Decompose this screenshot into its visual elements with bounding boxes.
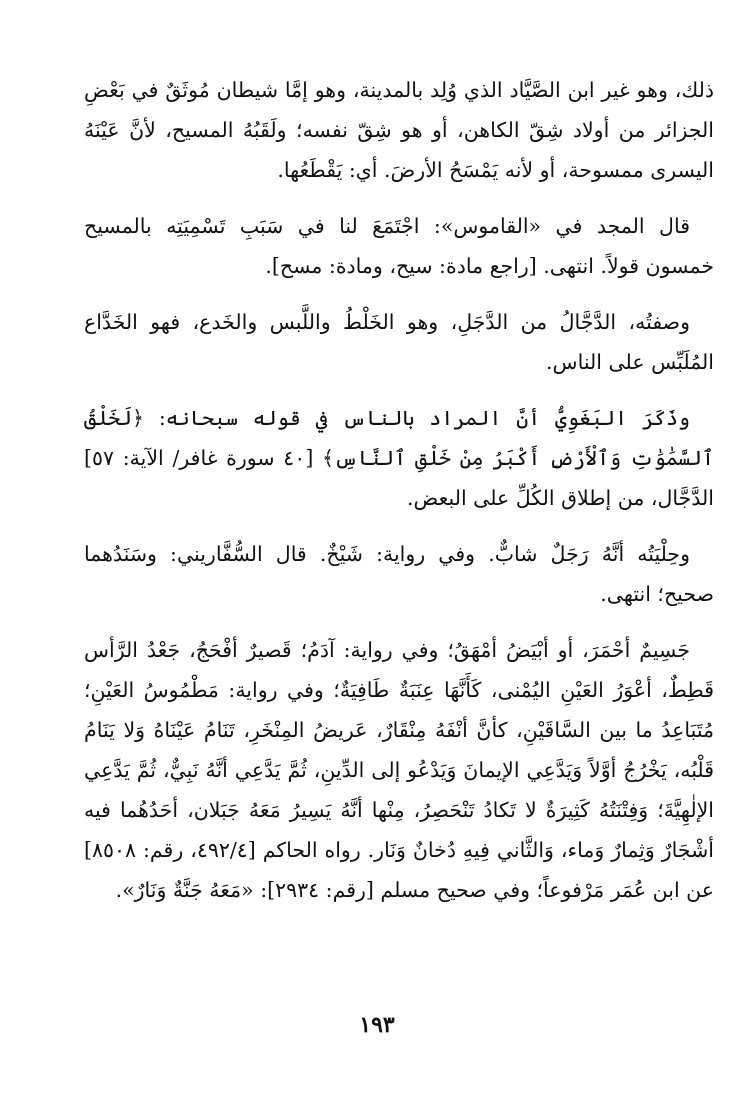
page-body: [84, 70, 714, 910]
paragraph-appearance: وحِلْيَتُه أنَّهُ رَجَلٌ شابٌّ. وفي رواية: شَيْخٌ. قال السُّفَّاريني: وسَنَدُهما صحيح؛ انتهى.: [84, 542, 714, 606]
paragraph-physical-traits: جَسِيمٌ أحْمَرَ، أو أبْيَضُ أمْهَقُ؛ وفي رواية: آدَمُ؛ قَصيرٌ أفْحَجُ، جَعْدُ الرَّأس قَطِطٌ، أعْوَرُ العَيْنِ اليُمْنى، كَأَنَّهَا عِنَبَةٌ طَافِيَةٌ؛ وفي رواية: مَطْمُوسُ العَيْنِ؛ مُتَبَاعِدُ ما بين السَّاقَيْنِ، كأنَّ أنْفَهُ مِنْقَارٌ، عَريضُ المِنْخَرِ، تَنَامُ عَيْنَاهُ وَلا يَنَامُ قَلْبُه، يَخْرُجُ أوَّلاً وَيَدَّعِي الإيمانَ وَيَدْعُو إلى الدِّينِ، ثُمَّ يَدَّعِي أنَّهُ نَبِيٌّ، ثُمَّ يَدَّعِي الإلٰهِيَّةَ؛ وَفِتْنَتُهُ كَثِيرَةٌ لا تَكادُ تَنْحَصِرُ، مِنْها أنَّهُ يَسِيرُ مَعَهُ جَبَلان، أحَدُهُما فيه أشْجَارٌ وَثِمارٌ وَماء، وَالثَّاني فِيهِ دُخانٌ وَنَار. رواه الحاكم [٤٩٢/٤، رقم: ٨٥٠٨] عن ابن عُمَر مَرْفوعاً؛ وفي صحيح مسلم [رقم: ٢٩٣٤]: «مَعَهُ جَنَّةٌ وَنَارٌ».: [84, 638, 714, 902]
paragraph-baghawi-verse: وذَكَرَ البَغَوِيُّ أنَّ المراد بالناس في قوله سبحانه: ﴿لَخَلْقُ ٱلسَّمَٰوَٰتِ وَٱلْأَرْضِ أَكْبَرُ مِنْ خَلْقِ ٱلنَّاسِ﴾ [٤٠ سورة غافر/ الآية: ٥٧] الدَّجَّال، من إطلاق الكُلِّ على البعض.: [84, 406, 714, 510]
paragraph-dajjal-description: وصفتُه، الدَّجَّالُ من الدَّجَلِ، وهو الخَلْطُ واللَّبس والخَدع، فهو الخَدَّاع المُلَبِّس على الناس.: [84, 310, 714, 374]
paragraph-dajjal-origin: ذلك، وهو غير ابن الصَّيَّاد الذي وُلِد بالمدينة، وهو إمَّا شيطان مُوثَقٌ في بَعْضِ الجزائر من أولاد شِقّ الكاهن، أو هو شِقّ نفسه؛ ولَقَبُهُ المسيح، لأنَّ عَيْنَهُ اليسرى ممسوحة، أو لأنه يَمْسَحُ الأرضَ. أي: يَقْطَعُها.: [84, 78, 714, 182]
page-number: ١٩٣: [359, 1012, 395, 1038]
paragraph-qamus-quote: قال المجد في «القاموس»: اجْتَمَعَ لنا في سَبَبِ تَسْمِيَتِه بالمسيح خمسون قولاً. انتهى. [راجع مادة: سيح، ومادة: مسح].: [84, 214, 714, 278]
